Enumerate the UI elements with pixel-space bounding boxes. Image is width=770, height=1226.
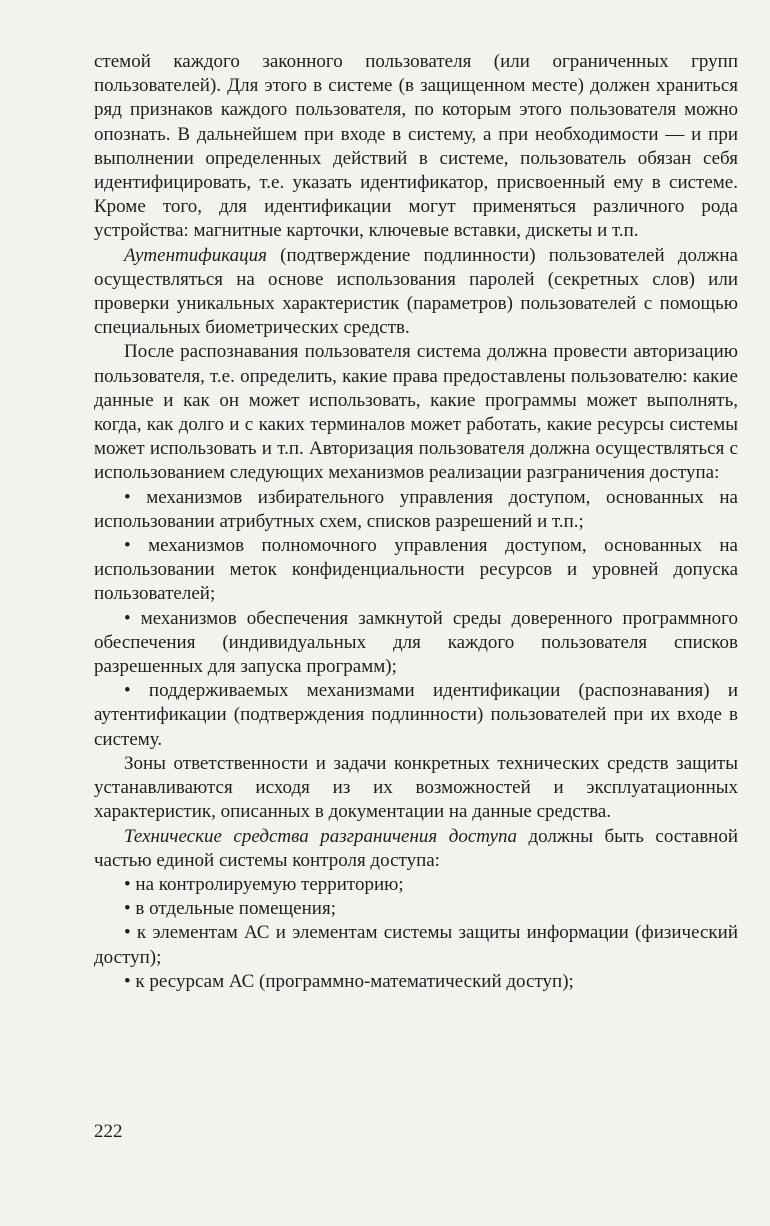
list-item: • в отдельные помещения; [124, 898, 336, 920]
list-item: • механизмов обеспечения замкнутой среды доверенного программного обеспечения (индивидуальных для каждого пользователя списков разрешенных для запуска программ); [94, 607, 738, 678]
paragraph-authentication-text: (подтверждение подлинности) пользователей должна осуществляться на основе использования паролей (секретных слов) или проверки уникальных характеристик (параметров) пользователей с помощью специальных биометрических средств. [94, 244, 738, 339]
list-item: • механизмов полномочного управления доступом, основанных на использовании меток конфиденциальности ресурсов и уровней допуска пользователей; [94, 535, 738, 605]
list-item: • на контролируемую территорию; [124, 873, 404, 895]
list-item: • к элементам АС и элементам системы защиты информации (физический доступ); [94, 922, 738, 968]
list-item: • к ресурсам АС (программно-математический доступ); [124, 970, 574, 992]
list-item: • механизмов избирательного управления доступом, основанных на использовании атрибутных схем, списков разрешений и т.п.; [94, 486, 738, 532]
paragraph-authentication [94, 244, 738, 341]
term-access-control: Технические средства разграничения доступа [124, 825, 517, 847]
paragraph-authorization: После распознавания пользователя система должна провести авторизацию пользователя, т.е. определить, какие права предоставлены пользователю: какие данные и как он может использовать, какие программы может выполнять, когда, как долго и с каких терминалов может работать, какие ресурсы системы может использовать и т.п. Авторизация пользователя должна осуществляться с использованием следующих механизмов реализации разграничения доступа: [94, 341, 738, 484]
paragraph-access-control [94, 825, 738, 873]
page-body [94, 50, 738, 994]
paragraph-responsibility: Зоны ответственности и задачи конкретных технических средств защиты устанавливаются исходя из их возможностей и эксплуатационных характеристик, описанных в документации на данные средства. [94, 752, 738, 823]
paragraph-continuation: стемой каждого законного пользователя (или ограниченных групп пользователей). Для этого в системе (в защищенном месте) должен храниться ряд признаков каждого пользователя, по которым этого пользователя можно опознать. В дальнейшем при входе в систему, а при необходимости — и при выполнении определенных действий в системе, пользователь обязан себя идентифицировать, т.е. указать идентификатор, присвоенный ему в системе. Кроме того, для идентификации могут применяться различного рода устройства: магнитные карточки, ключевые вставки, дискеты и т.п. [94, 51, 738, 242]
paragraph-access-control-text: должны быть составной частью единой системы контроля доступа: [94, 825, 738, 871]
page-number: 222 [94, 1121, 123, 1142]
term-authentication: Аутентификация [124, 244, 267, 266]
list-item: • поддерживаемых механизмами идентификации (распознавания) и аутентификации (подтверждения подлинности) пользователей при их входе в систему. [94, 680, 738, 750]
